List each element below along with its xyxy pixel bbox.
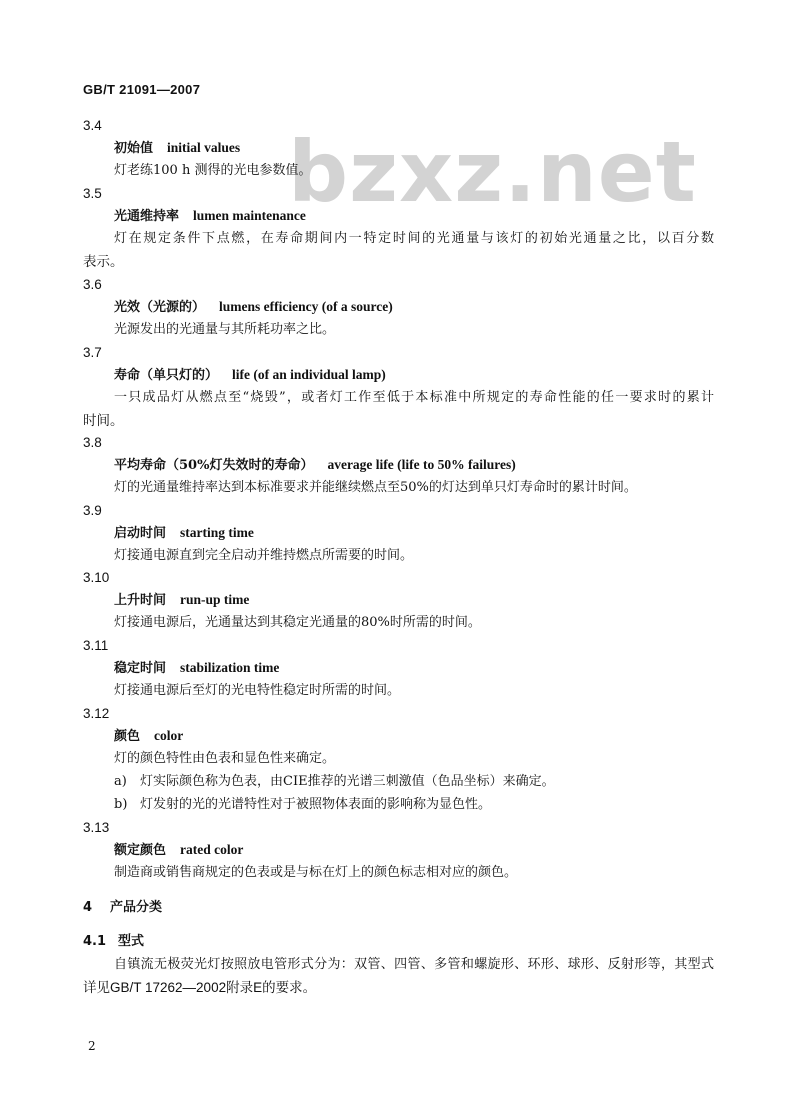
term-english: starting time <box>180 525 254 540</box>
clause-number: 3.13 <box>83 820 110 835</box>
clause-term <box>114 841 243 860</box>
clause-number: 3.5 <box>83 186 102 201</box>
clause-definition: 制造商或销售商规定的色表或是与标在灯上的颜色标志相对应的颜色。 <box>114 865 518 880</box>
clause-number: 3.4 <box>83 118 102 133</box>
term-chinese: 启动时间 <box>114 526 167 541</box>
term-chinese: 平均寿命（50%灯失效时的寿命） <box>114 458 314 473</box>
term-english: life (of an individual lamp) <box>232 367 386 382</box>
term-chinese: 光通维持率 <box>114 209 180 224</box>
clause-number: 3.10 <box>83 570 110 585</box>
section-number: 4 <box>83 900 93 915</box>
clause-number: 3.12 <box>83 706 110 721</box>
list-item <box>114 796 491 814</box>
list-marker: b) <box>114 797 128 812</box>
clause-number: 3.9 <box>83 503 102 518</box>
clause-definition: 灯的颜色特性由色表和显色性来确定。 <box>114 751 336 766</box>
clause-definition: 灯接通电源后，光通量达到其稳定光通量的80%时所需的时间。 <box>114 615 481 630</box>
clause-term <box>114 366 386 385</box>
watermark-logo: bzxz.net <box>288 123 697 221</box>
page-number: 2 <box>88 1039 96 1053</box>
clause-definition: 灯在规定条件下点燃，在寿命期间内一特定时间的光通量与该灯的初始光通量之比，以百分数 <box>114 231 714 246</box>
list-item <box>114 773 555 791</box>
term-english: rated color <box>180 842 244 857</box>
term-english: lumens efficiency (of a source) <box>219 299 393 314</box>
term-english: lumen maintenance <box>193 208 306 223</box>
clause-definition-continued: 表示。 <box>83 254 124 269</box>
term-chinese: 颜色 <box>114 729 141 744</box>
term-chinese: 额定颜色 <box>114 843 167 858</box>
section-heading <box>83 899 162 917</box>
section-title: 产品分类 <box>110 900 163 915</box>
clause-definition: 灯的光通量维持率达到本标准要求并能继续燃点至50%的灯达到单只灯寿命时的累计时间。 <box>114 480 637 495</box>
clause-term <box>114 727 183 746</box>
subsection-body-continued: 详见GB/T 17262—2002附录E的要求。 <box>83 980 317 995</box>
clause-term <box>114 659 279 678</box>
subsection-heading <box>83 933 144 951</box>
clause-definition: 灯接通电源后至灯的光电特性稳定时所需的时间。 <box>114 683 401 698</box>
clause-term <box>114 456 516 475</box>
term-chinese: 稳定时间 <box>114 661 167 676</box>
term-chinese: 光效（光源的） <box>114 300 206 315</box>
clause-number: 3.8 <box>83 435 102 450</box>
clause-term <box>114 298 393 317</box>
clause-number: 3.6 <box>83 277 102 292</box>
clause-definition: 灯接通电源直到完全启动并维持燃点所需要的时间。 <box>114 548 414 563</box>
clause-term <box>114 139 240 158</box>
clause-term <box>114 524 254 543</box>
term-chinese: 初始值 <box>114 141 154 156</box>
term-chinese: 上升时间 <box>114 593 167 608</box>
clause-definition: 灯老练100 h 测得的光电参数值。 <box>114 163 312 178</box>
term-english: color <box>154 728 184 743</box>
clause-number: 3.11 <box>83 638 109 653</box>
subsection-body: 自镇流无极荧光灯按照放电管形式分为：双管、四管、多管和螺旋形、环形、球形、反射形等，其型式 <box>114 957 714 972</box>
list-item-text: 灯实际颜色称为色表，由CIE推荐的光谱三刺激值（色品坐标）来确定。 <box>140 774 555 789</box>
clause-term <box>114 207 306 226</box>
term-english: initial values <box>167 140 241 155</box>
term-english: stabilization time <box>180 660 280 675</box>
term-english: average life (life to 50% failures) <box>327 457 516 472</box>
subsection-number: 4.1 <box>83 934 107 949</box>
term-chinese: 寿命（单只灯的） <box>114 368 219 383</box>
clause-definition: 光源发出的光通量与其所耗功率之比。 <box>114 322 336 337</box>
standard-code-header: GB/T 21091—2007 <box>83 82 201 97</box>
clause-definition-continued: 时间。 <box>83 413 124 428</box>
list-item-text: 灯发射的光的光谱特性对于被照物体表面的影响称为显色性。 <box>140 797 492 812</box>
term-english: run-up time <box>180 592 250 607</box>
clause-definition: 一只成品灯从燃点至“烧毁”，或者灯工作至低于本标准中所规定的寿命性能的任一要求时的累计 <box>114 390 714 405</box>
clause-term <box>114 591 249 610</box>
subsection-title: 型式 <box>118 934 145 949</box>
clause-number: 3.7 <box>83 345 102 360</box>
list-marker: a) <box>114 774 127 789</box>
